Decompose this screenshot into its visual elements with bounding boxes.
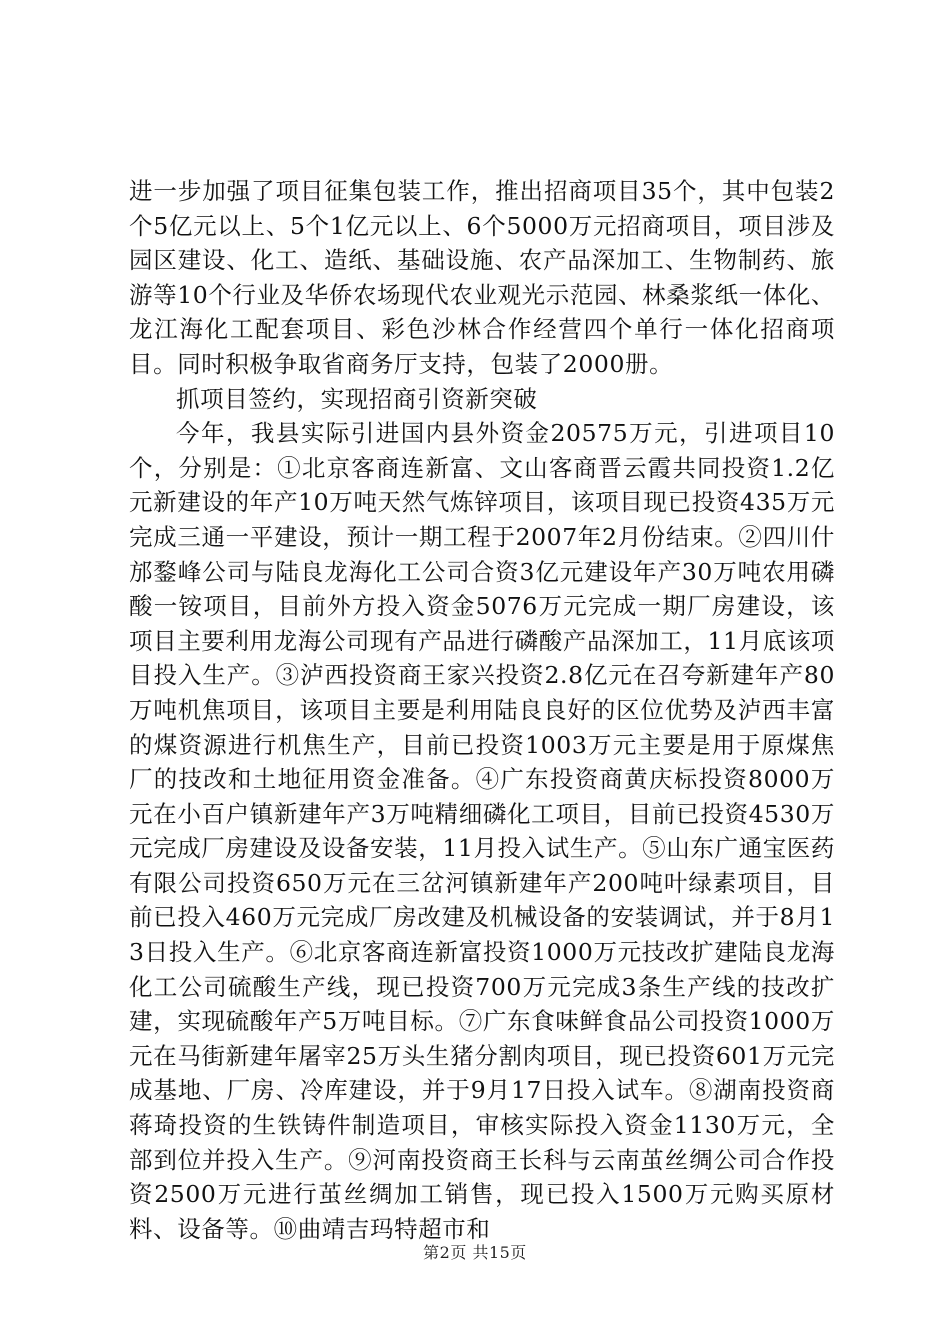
- paragraph-project-packaging: 进一步加强了项目征集包装工作，推出招商项目35个，其中包装2个5亿元以上、5个1亿元以上、6个5000万元招商项目，项目涉及园区建设、化工、造纸、基础设施、农产品深加工、生物制药、旅游等10个行业及华侨农场现代农业观光示范园、林桑浆纸一体化、龙江海化工配套项目、彩色沙林合作经营四个单行一体化招商项目。同时积极争取省商务厅支持，包装了2000册。: [129, 177, 835, 378]
- section-heading: 抓项目签约，实现招商引资新突破: [176, 384, 538, 413]
- page-footer: 第2页 共15页: [423, 1243, 527, 1262]
- document-body: [129, 174, 835, 1246]
- paragraph-investment-projects: 今年，我县实际引进国内县外资金20575万元，引进项目10个，分别是：①北京客商连新富、文山客商晋云霞共同投资1.2亿元新建设的年产10万吨天然气炼锌项目，该项目现已投资435万元完成三通一平建设，预计一期工程于2007年2月份结束。②四川什邡鍪峰公司与陆良龙海化工公司合资3亿元建设年产30万吨农用磷酸一铵项目，目前外方投入资金5076万元完成一期厂房建设，该项目主要利用龙海公司现有产品进行磷酸产品深加工，11月底该项目投入生产。③泸西投资商王家兴投资2.8亿元在召夸新建年产80万吨机焦项目，该项目主要是利用陆良良好的区位优势及泸西丰富的煤资源进行机焦生产，目前已投资1003万元主要是用于原煤焦厂的技改和土地征用资金准备。④广东投资商黄庆标投资8000万元在小百户镇新建年产3万吨精细磷化工项目，目前已投资4530万元完成厂房建设及设备安装，11月投入试生产。⑤山东广通宝医药有限公司投资650万元在三岔河镇新建年产200吨叶绿素项目，目前已投入460万元完成厂房改建及机械设备的安装调试，并于8月13日投入生产。⑥北京客商连新富投资1000万元技改扩建陆良龙海化工公司硫酸生产线，现已投资700万元完成3条生产线的技改扩建，实现硫酸年产5万吨目标。⑦广东食味鲜食品公司投资1000万元在马街新建年屠宰25万头生猪分割肉项目，现已投资601万元完成基地、厂房、冷库建设，并于9月17日投入试车。⑧湖南投资商蒋琦投资的生铁铸件制造项目，审核实际投入资金1130万元，全部到位并投入生产。⑨河南投资商王长科与云南茧丝绸公司合作投资2500万元进行茧丝绸加工销售，现已投入1500万元购买原材料、设备等。⑩曲靖吉玛特超市和: [129, 419, 835, 1243]
